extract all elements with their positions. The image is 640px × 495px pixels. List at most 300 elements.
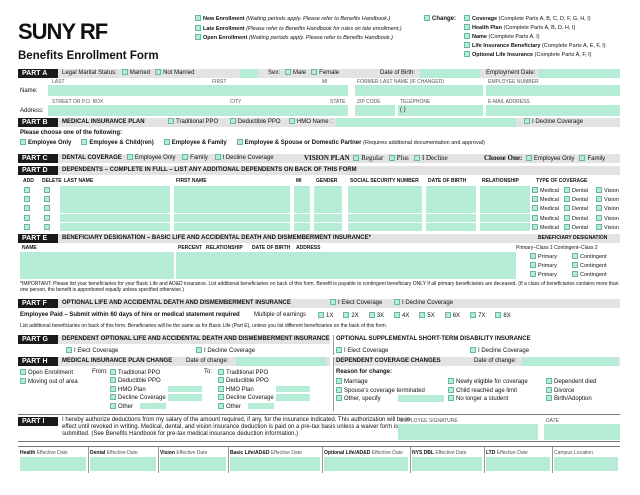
office-use-field[interactable] [324, 457, 408, 471]
coverage-checkbox[interactable] [564, 215, 570, 221]
coverage-label: Dental [572, 188, 588, 194]
married-label: Married [129, 70, 151, 76]
dental-family-checkbox[interactable] [182, 154, 188, 160]
reason-option [448, 387, 517, 395]
dependent-field[interactable] [480, 214, 530, 223]
change-option-checkbox[interactable] [464, 24, 470, 30]
hmo-name-field[interactable] [336, 118, 516, 127]
enroll-option [195, 25, 425, 32]
last-caption: LAST [52, 79, 65, 85]
to-plan-checkbox[interactable] [218, 394, 224, 400]
coverage-checkbox[interactable] [532, 224, 538, 230]
office-use-caption: Effective Date [435, 450, 467, 456]
date-caption: DATE [546, 418, 559, 424]
coverage-checkbox[interactable] [532, 205, 538, 211]
part-a-fields [62, 69, 194, 78]
enroll-checkbox[interactable] [195, 15, 201, 21]
plan-change-date-field[interactable] [236, 357, 326, 366]
coverage-checkbox[interactable] [596, 224, 602, 230]
col-delete: DELETE [42, 178, 62, 184]
moving-opt [20, 378, 78, 386]
beneficiary-field[interactable] [294, 252, 516, 261]
part-i-tag: PART I [18, 417, 58, 426]
primary-checkbox[interactable] [530, 262, 536, 268]
multiple-checkbox[interactable] [470, 312, 476, 318]
office-use-footer [18, 446, 620, 482]
change-option-checkbox[interactable] [464, 33, 470, 39]
dependent-field[interactable] [294, 195, 310, 204]
delete-checkbox[interactable] [44, 196, 50, 202]
dependent-field[interactable] [314, 195, 342, 204]
first-caption: FIRST [212, 79, 227, 85]
enroll-checkbox[interactable] [195, 34, 201, 40]
coverage-option [564, 205, 588, 212]
reason-checkbox[interactable] [546, 378, 552, 384]
reason-checkbox[interactable] [336, 395, 342, 401]
coverage-checkbox[interactable] [596, 196, 602, 202]
col-gender: GENDER [316, 178, 338, 184]
part-c-dental [62, 154, 274, 163]
change-option [464, 15, 634, 22]
from-plan-option [110, 386, 146, 394]
col-coverage-type: TYPE OF COVERAGE [536, 178, 588, 184]
dependent-field[interactable] [480, 186, 530, 195]
depopt-elect-label: I Elect Coverage [74, 348, 119, 354]
dependent-row [18, 195, 620, 204]
dental-family-label: Family [190, 155, 208, 161]
coverage-label: Vision [604, 215, 619, 222]
dependent-field[interactable] [174, 214, 290, 223]
from-plan-field[interactable] [168, 386, 202, 393]
depopt-elect-checkbox[interactable] [66, 347, 72, 353]
coverage-option [532, 215, 559, 222]
multiple-label: 3X [376, 313, 385, 319]
reason-checkbox[interactable] [546, 395, 552, 401]
to-plan-option [218, 369, 268, 377]
telephone-parens: ( ) [400, 107, 406, 113]
dep-change-bar [334, 357, 620, 366]
primary-option [530, 253, 557, 260]
dependent-field[interactable] [294, 204, 310, 213]
tier-child-label: Employee & Child(ren) [89, 140, 154, 146]
delete-checkbox[interactable] [44, 224, 50, 230]
dob-field[interactable] [420, 69, 480, 78]
state-caption: STATE [330, 99, 346, 105]
dental-employee-checkbox[interactable] [127, 154, 133, 160]
part-g-bar [18, 335, 330, 344]
coverage-checkbox[interactable] [564, 196, 570, 202]
col-ben-relationship: RELATIONSHIP [206, 245, 243, 251]
depopt-decline [196, 347, 255, 355]
beneficiary-field[interactable] [176, 261, 204, 270]
office-use-cell [230, 450, 302, 456]
dependent-field[interactable] [314, 204, 342, 213]
delete-checkbox[interactable] [44, 187, 50, 193]
reason-option [336, 395, 381, 403]
dependent-field[interactable] [348, 186, 422, 195]
open-enrollment-checkbox[interactable] [20, 369, 26, 375]
beneficiary-field[interactable] [204, 252, 250, 261]
dependent-field[interactable] [60, 204, 170, 213]
change-option-checkbox[interactable] [464, 42, 470, 48]
beneficiary-field[interactable] [294, 270, 516, 279]
email-field[interactable] [486, 105, 620, 116]
telephone-field[interactable] [398, 105, 483, 116]
dependent-field[interactable] [174, 204, 290, 213]
coverage-checkbox[interactable] [564, 224, 570, 230]
emp-date-field[interactable] [538, 69, 620, 78]
medical-decline-label: I Decline Coverage [532, 119, 584, 125]
add-checkbox[interactable] [24, 196, 30, 202]
add-checkbox[interactable] [24, 215, 30, 221]
coverage-checkbox[interactable] [596, 187, 602, 193]
to-plan-label: Traditional PPO [226, 370, 269, 376]
to-plan-checkbox[interactable] [218, 386, 224, 392]
coverage-option [596, 205, 619, 212]
beneficiary-field[interactable] [204, 261, 250, 270]
dependent-field[interactable] [60, 223, 170, 232]
from-plan-checkbox[interactable] [110, 377, 116, 383]
add-checkbox[interactable] [24, 224, 30, 230]
office-use-field[interactable] [160, 457, 226, 471]
beneficiary-field[interactable] [20, 261, 174, 270]
reason-checkbox[interactable] [336, 378, 342, 384]
tier-child-checkbox[interactable] [81, 139, 87, 145]
to-plan-field[interactable] [276, 386, 310, 393]
office-use-caption: Effective Date [176, 450, 208, 456]
dependent-field[interactable] [480, 204, 530, 213]
coverage-checkbox[interactable] [596, 215, 602, 221]
dependent-field[interactable] [174, 186, 290, 195]
emp-number-field[interactable] [486, 85, 620, 96]
beneficiary-row [18, 261, 620, 270]
signature-field[interactable] [398, 424, 538, 440]
dependent-field[interactable] [174, 223, 290, 232]
divider [158, 447, 159, 473]
vision-plus-label: Plus [396, 154, 409, 162]
to-plan-checkbox[interactable] [218, 377, 224, 383]
from-label: From: [92, 369, 108, 375]
marital-extra-field[interactable] [240, 69, 258, 78]
sex-label: Sex: [268, 70, 281, 76]
part-g-title: DEPENDENT OPTIONAL LIFE AND ACCIDENTAL DEATH AND DISMEMBERMENT INSURANCE [62, 336, 330, 342]
dependent-field[interactable] [294, 186, 310, 195]
part-b-options [168, 118, 332, 127]
beneficiary-field[interactable] [176, 270, 204, 279]
signature-date-field[interactable] [544, 424, 620, 440]
change-option-note: (Complete Parts A, E, F, I) [542, 43, 606, 49]
part-c-choose [484, 154, 605, 164]
delete-checkbox[interactable] [44, 205, 50, 211]
coverage-checkbox[interactable] [564, 187, 570, 193]
tier-spouse-checkbox[interactable] [237, 139, 243, 145]
std-decline-checkbox[interactable] [470, 347, 476, 353]
contingent-checkbox[interactable] [572, 271, 578, 277]
office-use-cell [324, 450, 403, 456]
change-option-label: Health Plan [472, 25, 502, 31]
col-mi: MI [296, 178, 302, 184]
col-ben-address: ADDRESS [296, 245, 321, 251]
primary-checkbox[interactable] [530, 253, 536, 259]
street-caption: STREET OR P.O. BOX [52, 99, 104, 105]
change-list [464, 15, 634, 60]
zip-field[interactable] [355, 105, 395, 116]
dependent-field[interactable] [348, 223, 422, 232]
change-option-label: Life Insurance Beneficiary [472, 43, 541, 49]
beneficiary-field[interactable] [204, 270, 250, 279]
beneficiary-field[interactable] [20, 270, 174, 279]
reason-option [546, 387, 574, 395]
dependent-field[interactable] [426, 223, 476, 232]
dependent-field[interactable] [60, 195, 170, 204]
deductible-ppo-checkbox[interactable] [230, 118, 236, 124]
change-option-checkbox[interactable] [464, 51, 470, 57]
beneficiary-field[interactable] [250, 270, 294, 279]
part-c-vision [304, 154, 448, 163]
to-plan-field[interactable] [276, 394, 310, 401]
multiple-checkbox[interactable] [495, 312, 501, 318]
multiple-option [318, 313, 333, 319]
tier-employee-only-checkbox[interactable] [20, 139, 26, 145]
office-use-field[interactable] [412, 457, 482, 471]
col-percent: PERCENT [178, 245, 202, 251]
coverage-checkbox[interactable] [532, 187, 538, 193]
beneficiary-field[interactable] [20, 252, 174, 261]
divider [410, 447, 411, 473]
dependent-field[interactable] [60, 214, 170, 223]
reason-label: Birth/Adoption [554, 396, 592, 402]
tier-employee-only-label: Employee Only [28, 140, 72, 146]
dependent-field[interactable] [426, 186, 476, 195]
plan-change-date-label: Date of change: [186, 358, 229, 364]
contingent-checkbox[interactable] [572, 253, 578, 259]
from-plan-label: Other [118, 403, 134, 410]
part-f-tag: PART F [18, 299, 58, 308]
enroll-label: Late Enrollment [203, 25, 245, 32]
from-plan-option [110, 394, 166, 402]
traditional-ppo-checkbox[interactable] [168, 118, 174, 124]
name-field[interactable] [48, 85, 348, 96]
coverage-option [532, 187, 559, 194]
enroll-option [195, 34, 425, 41]
signature-caption: EMPLOYEE SIGNATURE [400, 418, 458, 424]
reason-checkbox[interactable] [336, 387, 342, 393]
delete-checkbox[interactable] [44, 215, 50, 221]
to-label: To: [204, 369, 213, 375]
dependent-field[interactable] [348, 214, 422, 223]
from-plan-checkbox[interactable] [110, 386, 116, 392]
from-plan-checkbox[interactable] [110, 403, 116, 409]
divider [322, 447, 323, 473]
add-checkbox[interactable] [24, 205, 30, 211]
reason-option [546, 395, 592, 403]
medical-decline-checkbox[interactable] [524, 118, 530, 124]
to-plan-label: Deductible PPO [226, 378, 269, 385]
office-use-field[interactable] [486, 457, 550, 471]
address-field[interactable] [48, 105, 348, 116]
col-last-name: LAST NAME [64, 178, 94, 184]
dependent-field[interactable] [314, 186, 342, 195]
from-plan-option [110, 377, 161, 385]
enroll-label: Open Enrollment [203, 35, 248, 41]
optlife-decline-checkbox[interactable] [394, 299, 400, 305]
dependent-field[interactable] [314, 214, 342, 223]
col-add: ADD [23, 178, 34, 184]
dental-decline-checkbox[interactable] [215, 154, 221, 160]
contingent-checkbox[interactable] [572, 262, 578, 268]
vision-regular-label: Regular [361, 154, 384, 162]
dependent-field[interactable] [426, 204, 476, 213]
from-plan-checkbox[interactable] [110, 394, 116, 400]
reason-label: Newly eligible for coverage [456, 379, 528, 385]
beneficiary-field[interactable] [294, 261, 516, 270]
vision-decline-label: I Decline [421, 154, 448, 162]
office-use-caption: Effective Date [371, 450, 403, 456]
contingent-option [572, 271, 607, 278]
depopt-decline-checkbox[interactable] [196, 347, 202, 353]
divider [88, 447, 89, 473]
change-option [464, 42, 634, 49]
moving-checkbox[interactable] [20, 378, 26, 384]
multiple-checkbox[interactable] [419, 312, 425, 318]
dependent-field[interactable] [294, 223, 310, 232]
hmo-checkbox[interactable] [289, 118, 295, 124]
office-use-field[interactable] [554, 457, 618, 471]
office-use-label: Dental [90, 450, 106, 456]
change-option-label: Optional Life Insurance [472, 52, 534, 58]
female-checkbox[interactable] [311, 69, 317, 75]
dependent-field[interactable] [314, 223, 342, 232]
reason-option [546, 378, 596, 386]
beneficiary-field[interactable] [250, 252, 294, 261]
to-plan-field[interactable] [248, 403, 274, 410]
office-use-field[interactable] [20, 457, 86, 471]
from-plan-field[interactable] [168, 394, 202, 401]
multiple-option [445, 313, 460, 319]
add-checkbox[interactable] [24, 187, 30, 193]
from-plan-label: Traditional PPO [118, 370, 161, 376]
reason-checkbox[interactable] [448, 378, 454, 384]
coverage-checkbox[interactable] [564, 205, 570, 211]
enroll-note: (Please refer to Benefits Handbook for rules on late enrollment.) [246, 25, 402, 32]
contingent-label: Contingent [580, 263, 607, 269]
reason-checkbox[interactable] [448, 387, 454, 393]
reason-checkbox[interactable] [546, 387, 552, 393]
office-use-label: Health [20, 450, 36, 456]
divider [552, 447, 553, 473]
office-use-caption: Effective Date [106, 450, 138, 456]
choose-employee-checkbox[interactable] [526, 155, 532, 161]
coverage-checkbox[interactable] [532, 215, 538, 221]
multiple-checkbox[interactable] [394, 312, 400, 318]
dependent-field[interactable] [60, 186, 170, 195]
coverage-checkbox[interactable] [532, 196, 538, 202]
dob-label: Date of Birth: [380, 70, 416, 76]
dependent-field[interactable] [480, 195, 530, 204]
dependent-field[interactable] [426, 195, 476, 204]
std-decline-label: I Decline Coverage [478, 348, 530, 354]
to-plan-label: HMO Plan [226, 386, 254, 393]
primary-checkbox[interactable] [530, 271, 536, 277]
other-reason-field[interactable] [398, 395, 444, 402]
part-b-title: MEDICAL INSURANCE PLAN [62, 119, 145, 125]
vision-plus-checkbox[interactable] [389, 155, 395, 161]
optlife-elect-checkbox[interactable] [330, 299, 336, 305]
multiple-checkbox[interactable] [369, 312, 375, 318]
dependent-field[interactable] [348, 195, 422, 204]
vision-decline-checkbox[interactable] [414, 155, 420, 161]
tier-family-checkbox[interactable] [164, 139, 170, 145]
part-e-header [20, 245, 620, 252]
office-use-cell [486, 450, 528, 456]
part-c-bar [18, 154, 620, 163]
reason-checkbox[interactable] [448, 395, 454, 401]
multiple-checkbox[interactable] [445, 312, 451, 318]
married-checkbox[interactable] [122, 69, 128, 75]
std-elect-checkbox[interactable] [336, 347, 342, 353]
office-use-cell [554, 450, 593, 456]
dental-decline-label: I Decline Coverage [222, 155, 274, 161]
multiple-options [318, 312, 521, 320]
change-checkbox[interactable] [424, 15, 430, 21]
enroll-checkbox[interactable] [195, 25, 201, 31]
choose-family-checkbox[interactable] [579, 155, 585, 161]
office-use-field[interactable] [230, 457, 320, 471]
office-use-label: Optional Life/AD&D [324, 450, 371, 456]
vision-regular-checkbox[interactable] [353, 155, 359, 161]
change-option [464, 33, 634, 40]
not-married-checkbox[interactable] [155, 69, 161, 75]
class-header: Primary–Class 1 Contingent–Class 2 [516, 245, 598, 251]
from-plan-field[interactable] [140, 403, 166, 410]
change-option-checkbox[interactable] [464, 15, 470, 21]
office-use-label: Basic Life/AD&D [230, 450, 270, 456]
beneficiary-field[interactable] [250, 261, 294, 270]
reason-label: Spouse's coverage terminated [344, 387, 425, 394]
dependent-field[interactable] [348, 204, 422, 213]
dependent-field[interactable] [294, 214, 310, 223]
tier-spouse-note: (Requires additional documentation and approval) [363, 140, 485, 146]
dependent-field[interactable] [480, 223, 530, 232]
to-plan-checkbox[interactable] [218, 369, 224, 375]
from-plan-checkbox[interactable] [110, 369, 116, 375]
part-c-tag: PART C [18, 154, 58, 163]
part-a-tag: PART A [18, 69, 58, 78]
office-use-field[interactable] [90, 457, 156, 471]
coverage-checkbox[interactable] [596, 205, 602, 211]
dependent-field[interactable] [174, 195, 290, 204]
coverage-option [596, 187, 619, 194]
traditional-ppo-label: Traditional PPO [176, 119, 219, 125]
male-checkbox[interactable] [285, 69, 291, 75]
multiple-checkbox[interactable] [318, 312, 324, 318]
dep-change-date-field[interactable] [522, 357, 618, 366]
coverage-label: Vision [604, 224, 619, 231]
dependent-field[interactable] [426, 214, 476, 223]
dependent-row [18, 204, 620, 213]
former-last-field[interactable] [355, 85, 483, 96]
multiple-option [369, 313, 384, 319]
to-plan-option [218, 386, 254, 394]
coverage-label: Medical [540, 224, 559, 231]
enroll-option [195, 15, 425, 22]
coverage-option [596, 215, 619, 222]
multiple-option [495, 313, 510, 319]
multiple-checkbox[interactable] [343, 312, 349, 318]
beneficiary-field[interactable] [176, 252, 204, 261]
part-h-tag: PART H [18, 357, 58, 366]
to-plan-checkbox[interactable] [218, 403, 224, 409]
